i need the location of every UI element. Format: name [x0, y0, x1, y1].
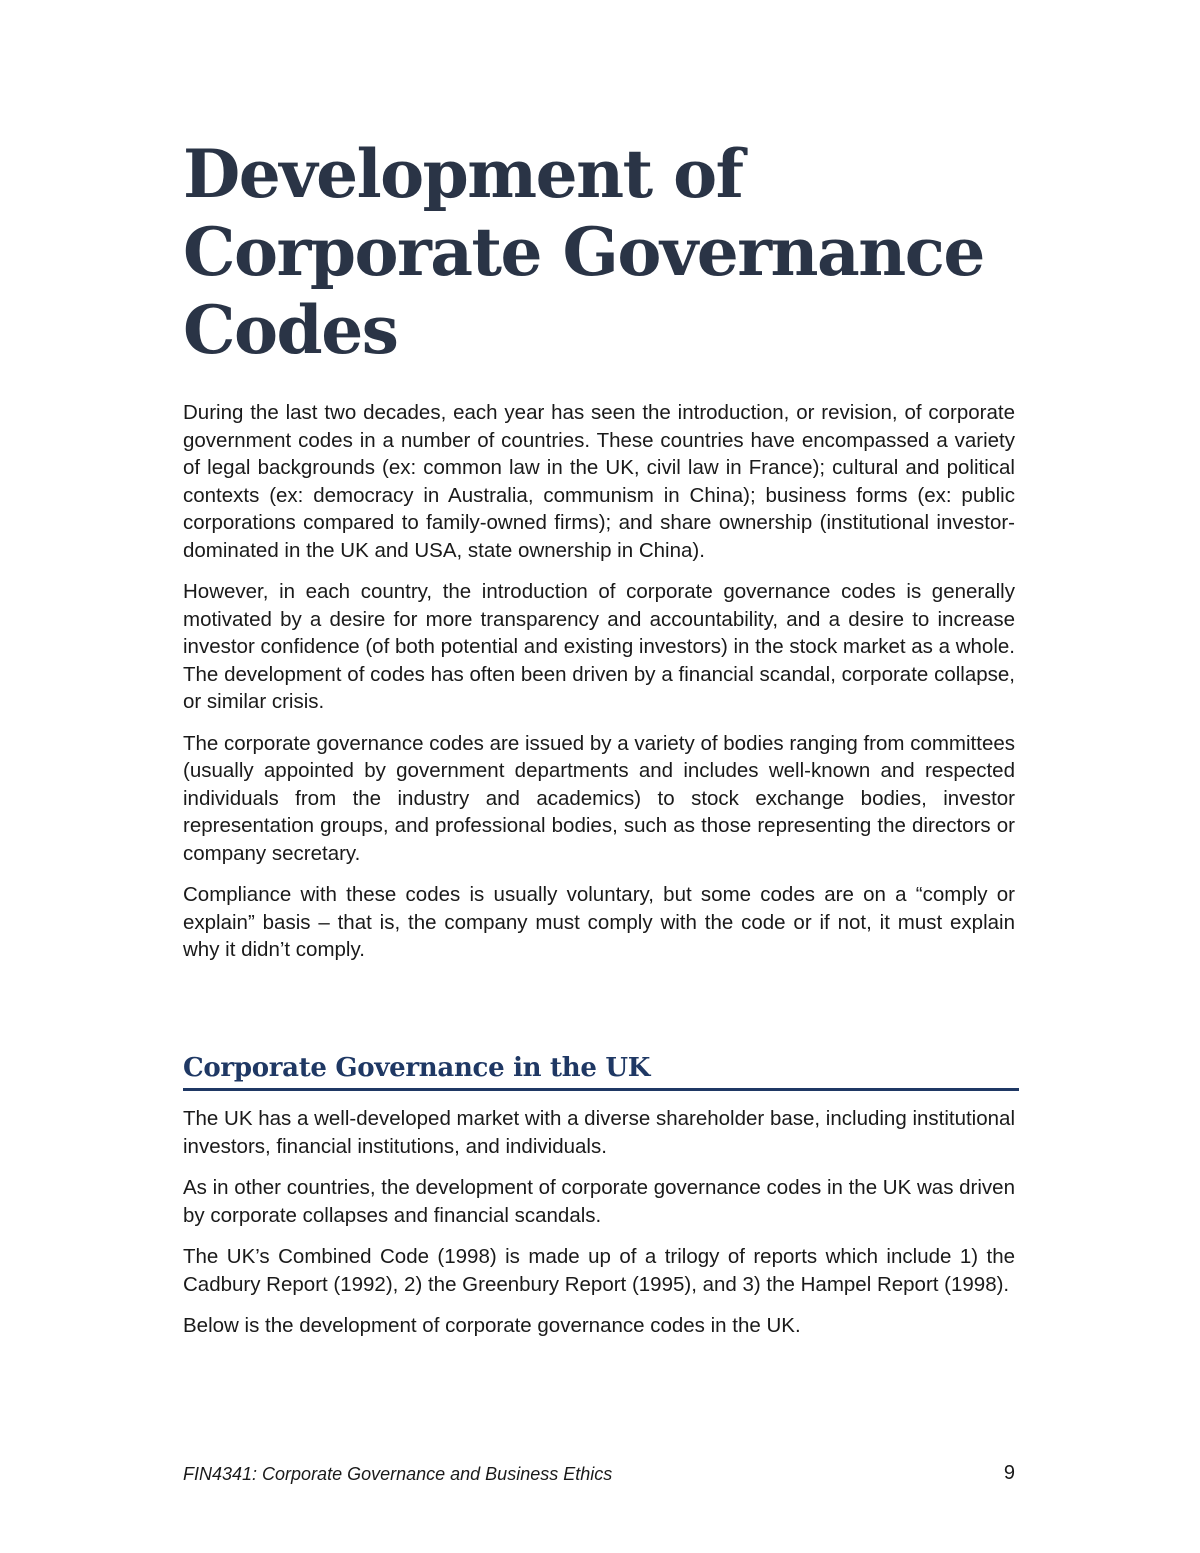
- uk-paragraph: The UK has a well-developed market with a diverse shareholder base, including institutional investors, financial institutions, and individuals.: [183, 1107, 1015, 1158]
- page-title-line: Development of: [183, 135, 743, 213]
- uk-paragraph: Below is the development of corporate governance codes in the UK.: [183, 1314, 801, 1337]
- page-title: [183, 135, 1033, 369]
- intro-section: [183, 399, 1015, 978]
- page-title-line: Codes: [183, 291, 398, 369]
- section-heading-uk: Corporate Governance in the UK: [183, 1050, 1019, 1091]
- intro-paragraph: During the last two decades, each year has seen the introduction, or revision, of corporate government codes in a number of countries. These countries have encompassed a variety of legal backgrounds (ex: common law in the UK, civil law in France); cultural and political contexts (ex: democracy in Australia, communism in China); business forms (ex: public corporations compared to family-owned firms); and share ownership (institutional investor-dominated in the UK and USA, state ownership in China).: [183, 401, 1015, 562]
- footer-page-number: 9: [1003, 1462, 1015, 1484]
- intro-paragraph: However, in each country, the introduction of corporate governance codes is generally motivated by a desire for more transparency and accountability, and a desire to increase investor confidence (of both potential and existing investors) in the stock market as a whole. The development of codes has often been driven by a financial scandal, corporate collapse, or similar crisis.: [183, 580, 1015, 713]
- uk-paragraph: As in other countries, the development of corporate governance codes in the UK was driven by corporate collapses and financial scandals.: [183, 1176, 1015, 1227]
- uk-section-body: [183, 1105, 1015, 1354]
- page-title-line: Corporate Governance: [183, 213, 984, 291]
- intro-paragraph: Compliance with these codes is usually voluntary, but some codes are on a “comply or explain” basis – that is, the company must comply with the code or if not, it must explain why it didn’t comply.: [183, 883, 1015, 961]
- footer-course-title: FIN4341: Corporate Governance and Business Ethics: [183, 1464, 613, 1484]
- uk-paragraph: The UK’s Combined Code (1998) is made up of a trilogy of reports which include 1) the Cadbury Report (1992), 2) the Greenbury Report (1995), and 3) the Hampel Report (1998).: [183, 1245, 1015, 1296]
- intro-paragraph: The corporate governance codes are issued by a variety of bodies ranging from committees (usually appointed by government departments and includes well-known and respected individuals from the industry and academics) to stock exchange bodies, investor representation groups, and professional bodies, such as those representing the directors or company secretary.: [183, 731, 1015, 865]
